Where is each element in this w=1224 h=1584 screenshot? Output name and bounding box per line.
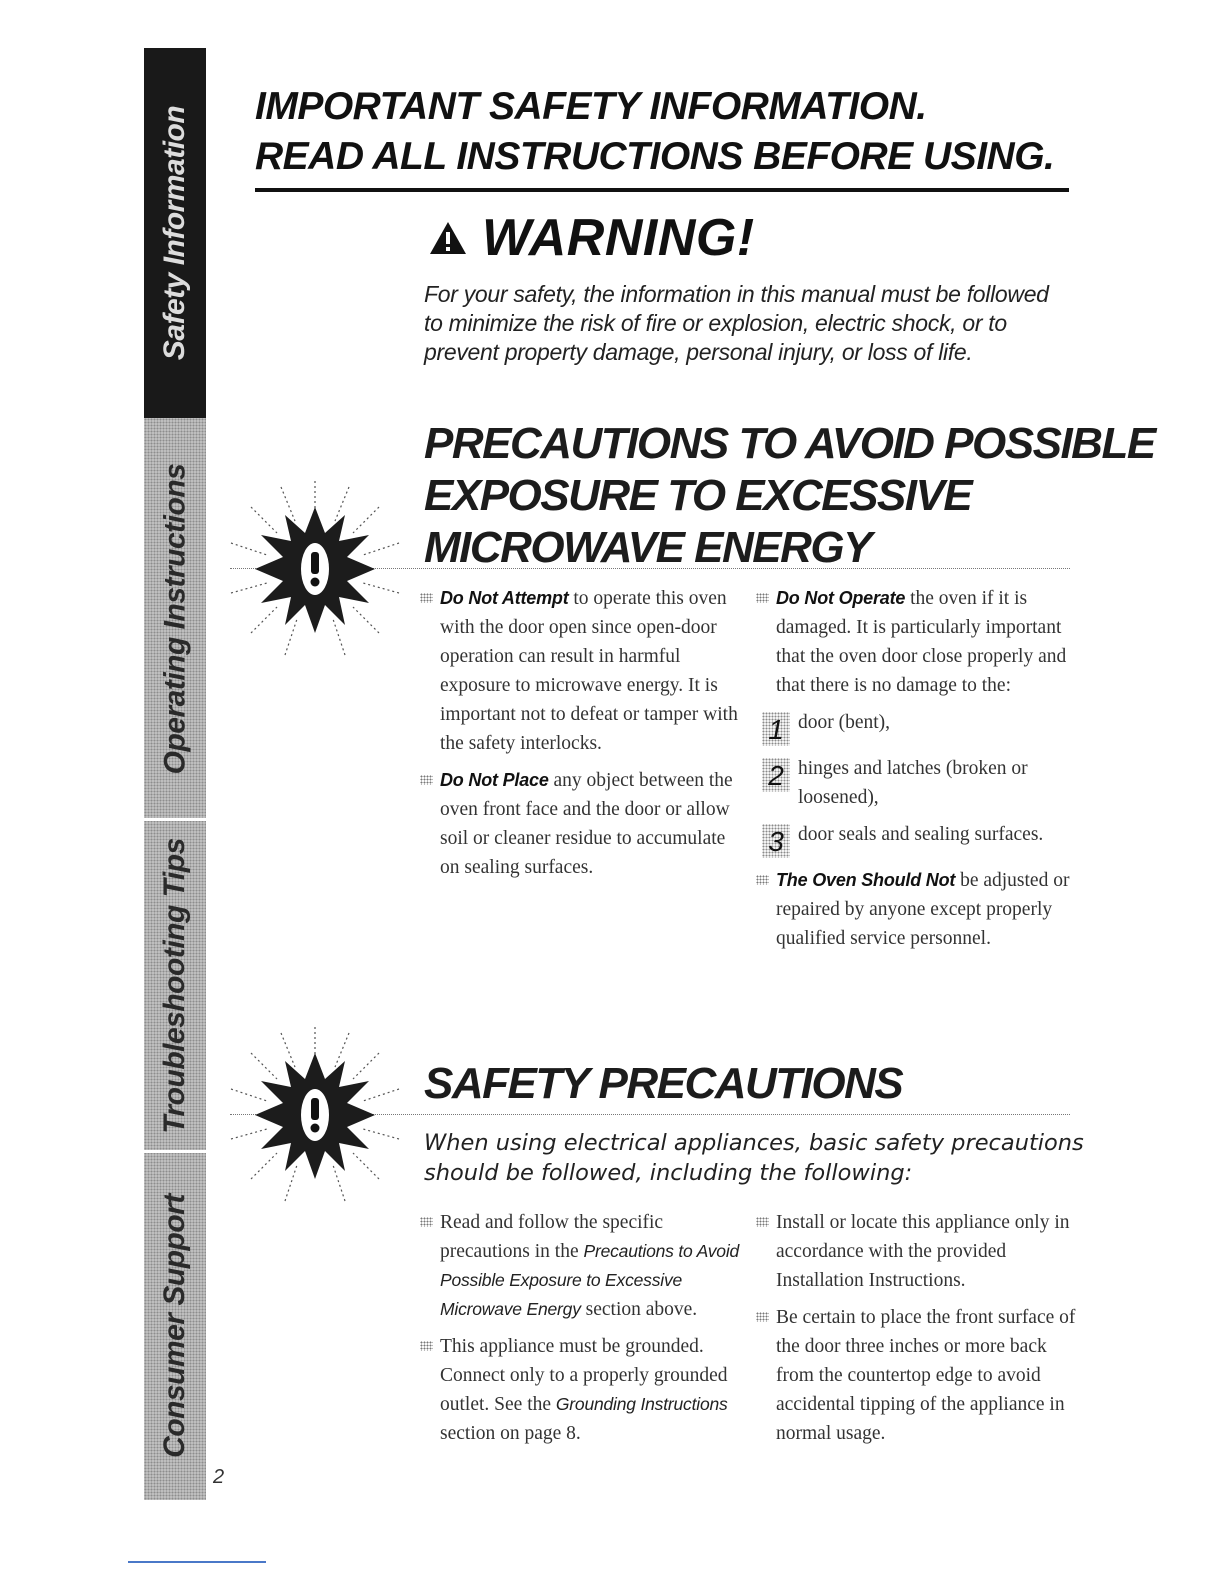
warning-body: For your safety, the information in this manual must be followed to minimize the risk of fire or explosion, electric shock, or to prevent property damage, personal injury, or loss of life.	[424, 281, 1049, 365]
exclamation-burst-icon	[228, 478, 402, 660]
list-item	[756, 1208, 1076, 1295]
page-number: 2	[213, 1466, 225, 1488]
bullet-icon	[756, 1217, 769, 1227]
item-text: section on page 8.	[440, 1423, 581, 1444]
tab-divider	[144, 818, 206, 821]
list-item	[420, 1332, 740, 1448]
tab-label: Consumer Support	[158, 1194, 192, 1458]
italic-reference: Grounding Instructions	[555, 1394, 728, 1414]
title-underline	[255, 188, 1069, 192]
tab-label: Safety Information	[158, 105, 191, 361]
warning-triangle-icon	[428, 220, 468, 256]
lead-phrase: The Oven Should Not	[776, 870, 956, 890]
bullet-icon	[756, 1312, 769, 1322]
safety-title: SAFETY PRECAUTIONS	[424, 1059, 903, 1108]
numbered-item-text: door (bent),	[798, 712, 891, 733]
safety-left-column	[420, 1208, 740, 1448]
numbered-item-text: hinges and latches (broken or loosened),	[798, 758, 1028, 808]
number-badge: 1	[762, 712, 790, 746]
item-text: Be certain to place the front surface of the door three inches or more back from the countertop edge to avoid accidental tipping of the appliance in normal usage.	[776, 1307, 1076, 1444]
tab-consumer-support[interactable]	[144, 1152, 206, 1500]
bottom-link-underline	[128, 1561, 266, 1563]
tab-divider	[144, 1150, 206, 1153]
lead-phrase: Do Not Attempt	[440, 588, 569, 608]
item-text: Read and follow the specific precautions in the	[440, 1212, 664, 1262]
sidebar-tabs	[144, 48, 206, 1500]
exclamation-burst-icon	[228, 1024, 402, 1206]
item-text: any object between the oven front face and the door or allow soil or cleaner residue to accumulate on sealing surfaces.	[440, 770, 733, 878]
precautions-right-column	[756, 584, 1076, 953]
lead-phrase: Do Not Place	[440, 770, 549, 790]
page-title	[255, 82, 1054, 182]
tab-label: Operating Instructions	[158, 463, 192, 775]
bullet-icon	[420, 1217, 433, 1227]
tab-label: Troubleshooting Tips	[158, 838, 191, 1134]
precautions-title-line-1: PRECAUTIONS TO AVOID POSSIBLE	[424, 419, 1155, 468]
bullet-icon	[420, 1341, 433, 1351]
list-item	[756, 1303, 1076, 1448]
list-item	[420, 584, 740, 758]
list-item	[420, 1208, 740, 1324]
bullet-icon	[420, 593, 433, 603]
tab-safety-information[interactable]	[144, 48, 206, 418]
list-item	[756, 584, 1076, 700]
numbered-item	[762, 754, 1076, 812]
number-badge: 3	[762, 824, 790, 858]
numbered-item	[762, 708, 1076, 746]
item-text: the oven if it is damaged. It is particularly important that the oven door close properly and that there is no damage to the:	[776, 588, 1067, 696]
tab-operating-instructions[interactable]	[144, 418, 206, 820]
list-item	[756, 866, 1076, 953]
tab-troubleshooting-tips[interactable]	[144, 820, 206, 1152]
precautions-title-line-3: MICROWAVE ENERGY	[424, 523, 872, 572]
item-text: to operate this oven with the door open since open-door operation can result in harmful exposure to microwave energy. It is important not to defeat or tamper with the safety interlocks.	[440, 588, 738, 754]
numbered-item	[762, 820, 1076, 858]
item-text: This appliance must be grounded. Connect only to a properly grounded outlet. See the	[440, 1336, 728, 1415]
italic-reference: Precautions to Avoid Possible Exposure to Excessive Microwave Energy	[440, 1241, 740, 1319]
bullet-icon	[756, 875, 769, 885]
item-text: Install or locate this appliance only in accordance with the provided Installation Instructions.	[776, 1212, 1070, 1291]
safety-subtitle: When using electrical appliances, basic safety precautions should be followed, including the following:	[424, 1130, 1084, 1186]
title-line-2: READ ALL INSTRUCTIONS BEFORE USING.	[255, 135, 1055, 178]
warning-title: WARNING!	[482, 209, 755, 267]
lead-phrase: Do Not Operate	[776, 588, 906, 608]
warning-heading	[428, 208, 755, 268]
item-text: section above.	[580, 1299, 698, 1320]
numbered-item-text: door seals and sealing surfaces.	[798, 824, 1044, 845]
precautions-left-column	[420, 584, 740, 882]
precautions-title	[424, 418, 1155, 574]
bullet-icon	[420, 775, 433, 785]
safety-right-column	[756, 1208, 1076, 1448]
item-text: be adjusted or repaired by anyone except properly qualified service personnel.	[776, 870, 1070, 949]
precautions-title-line-2: EXPOSURE TO EXCESSIVE	[424, 471, 972, 520]
list-item	[420, 766, 740, 882]
number-badge: 2	[762, 758, 790, 792]
bullet-icon	[756, 593, 769, 603]
title-line-1: IMPORTANT SAFETY INFORMATION.	[255, 85, 927, 128]
